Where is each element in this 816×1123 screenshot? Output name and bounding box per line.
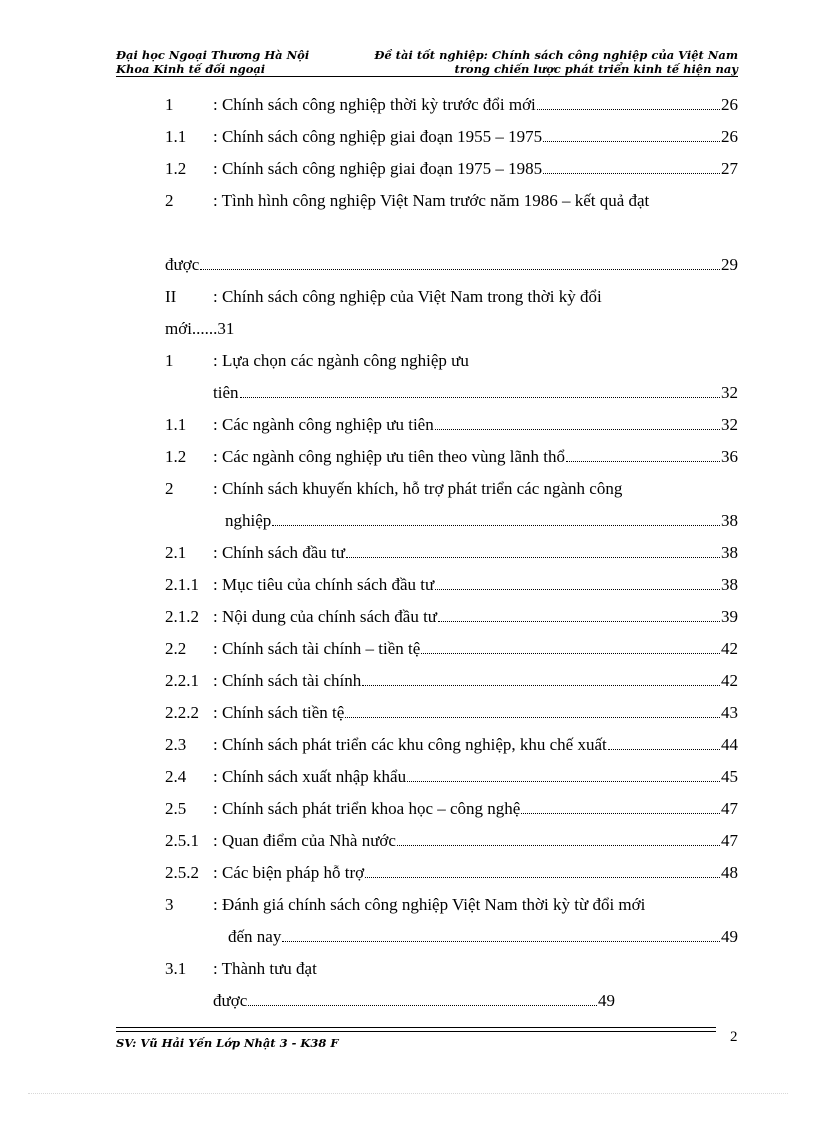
- header-faculty: Khoa Kinh tế đối ngoại: [116, 62, 266, 76]
- toc-title: : Chính sách khuyến khích, hỗ trợ phát triển các ngành công: [213, 479, 623, 498]
- toc-title: : Đánh giá chính sách công nghiệp Việt Nam thời kỳ từ đổi mới: [213, 895, 646, 914]
- toc-entry: [0, 703, 816, 723]
- toc-title-continuation: tiên: [213, 383, 239, 402]
- toc-entry: [0, 159, 816, 179]
- toc-title-continuation: được: [213, 991, 248, 1010]
- footer-rule: [116, 1027, 716, 1028]
- toc-page: 42: [721, 671, 738, 690]
- toc-page: 32: [721, 415, 738, 434]
- toc-leader: [365, 863, 720, 878]
- toc-page: 45: [721, 767, 738, 786]
- toc-entry: [0, 543, 816, 563]
- toc-page: 32: [721, 383, 738, 402]
- toc-title: : Quan điểm của Nhà nước: [213, 831, 396, 850]
- toc-title: : Chính sách tài chính – tiền tệ: [213, 639, 421, 658]
- toc-entry: [0, 959, 816, 979]
- toc-number: 2.5: [165, 799, 187, 818]
- toc-title: : Chính sách công nghiệp giai đoạn 1955 – 1975: [213, 127, 543, 146]
- toc-title-continuation: đến nay: [228, 927, 282, 946]
- toc-entry: [0, 799, 816, 819]
- header-thesis-title: Đề tài tốt nghiệp: Chính sách công nghiệp của Việt Nam: [374, 48, 738, 62]
- toc-number: 1.2: [165, 447, 187, 466]
- toc-entry: [0, 831, 816, 851]
- toc-number: 2.3: [165, 735, 187, 754]
- toc-entry-continuation: [0, 319, 816, 339]
- footer-rule-thin: [116, 1031, 716, 1032]
- toc-entry: [0, 895, 816, 915]
- toc-entry: [0, 415, 816, 435]
- toc-title-continuation: mới......31: [165, 319, 235, 338]
- toc-entry: [0, 671, 816, 691]
- toc-leader: [543, 127, 720, 142]
- toc-leader: [346, 543, 720, 558]
- toc-entry-continuation: [0, 255, 816, 275]
- toc-entry-continuation: [0, 383, 816, 403]
- toc-leader: [435, 575, 720, 590]
- toc-leader: [421, 639, 720, 654]
- toc-page: 49: [721, 927, 738, 946]
- toc-entry: [0, 767, 816, 787]
- toc-number: 1.2: [165, 159, 187, 178]
- toc-leader: [566, 447, 720, 462]
- toc-title-continuation: nghiệp: [225, 511, 272, 530]
- toc-page: 42: [721, 639, 738, 658]
- toc-page: 26: [721, 127, 738, 146]
- toc-number: II: [165, 287, 177, 306]
- toc-page: 38: [721, 543, 738, 562]
- toc-number: 1: [165, 351, 174, 370]
- toc-entry: [0, 95, 816, 115]
- footer-student: SV: Vũ Hải Yến Lớp Nhật 3 - K38 F: [116, 1036, 339, 1050]
- toc-leader: [248, 991, 597, 1006]
- toc-page: 36: [721, 447, 738, 466]
- toc-leader: [397, 831, 720, 846]
- toc-leader: [543, 159, 720, 174]
- toc-leader: [438, 607, 720, 622]
- header-university: Đại học Ngoại Thương Hà Nội: [116, 48, 310, 62]
- toc-leader: [362, 671, 720, 686]
- toc-leader: [272, 511, 720, 526]
- toc-title: : Chính sách đầu tư: [213, 543, 345, 562]
- toc-title: : Chính sách công nghiệp thời kỳ trước đổi mới: [213, 95, 536, 114]
- toc-page: 44: [721, 735, 738, 754]
- toc-title: : Mục tiêu của chính sách đầu tư: [213, 575, 435, 594]
- toc-page: 48: [721, 863, 738, 882]
- toc-entry: [0, 575, 816, 595]
- toc-title: : Chính sách tài chính: [213, 671, 362, 690]
- toc-entry: [0, 351, 816, 371]
- toc-entry: [0, 735, 816, 755]
- toc-title: : Tình hình công nghiệp Việt Nam trước năm 1986 – kết quả đạt: [213, 191, 650, 210]
- toc-title: : Chính sách công nghiệp của Việt Nam trong thời kỳ đổi: [213, 287, 602, 306]
- toc-title: : Các ngành công nghiệp ưu tiên: [213, 415, 434, 434]
- toc-page: 47: [721, 799, 738, 818]
- toc-title: : Các ngành công nghiệp ưu tiên theo vùng lãnh thổ: [213, 447, 565, 466]
- toc-number: 2.2: [165, 639, 187, 658]
- toc-title: : Chính sách xuất nhập khẩu: [213, 767, 407, 786]
- toc-entry: [0, 863, 816, 883]
- toc-page: 26: [721, 95, 738, 114]
- toc-number: 2: [165, 479, 174, 498]
- toc-title: : Các biện pháp hỗ trợ: [213, 863, 365, 882]
- toc-entry: [0, 127, 816, 147]
- toc-page: 47: [721, 831, 738, 850]
- toc-page: 38: [721, 511, 738, 530]
- toc-entry-continuation: [0, 991, 816, 1011]
- toc-number: 2.2.1: [165, 671, 199, 690]
- toc-leader: [200, 255, 720, 270]
- page-header: [116, 48, 738, 78]
- toc-number: 2.1.2: [165, 607, 199, 626]
- toc-title: : Nội dung của chính sách đầu tư: [213, 607, 438, 626]
- toc-leader: [521, 799, 720, 814]
- toc-leader: [282, 927, 720, 942]
- toc-leader: [407, 767, 720, 782]
- toc-title: : Chính sách tiền tệ: [213, 703, 345, 722]
- toc-number: 2.4: [165, 767, 187, 786]
- toc-page: 38: [721, 575, 738, 594]
- toc-page: 39: [721, 607, 738, 626]
- toc-number: 2.2.2: [165, 703, 199, 722]
- toc-leader: [435, 415, 720, 430]
- toc-number: 2.5.2: [165, 863, 199, 882]
- toc-page: 29: [721, 255, 738, 274]
- page-edge: [28, 1093, 788, 1094]
- toc-entry: [0, 287, 816, 307]
- toc-number: 2.5.1: [165, 831, 199, 850]
- toc-number: 1.1: [165, 415, 187, 434]
- toc-number: 3: [165, 895, 174, 914]
- toc-number: 1: [165, 95, 174, 114]
- toc-number: 3.1: [165, 959, 187, 978]
- toc-leader: [240, 383, 721, 398]
- toc-entry: [0, 191, 816, 211]
- toc-entry: [0, 639, 816, 659]
- toc-page: 49: [598, 991, 615, 1010]
- header-thesis-subtitle: trong chiến lược phát triển kinh tế hiện nay: [454, 62, 738, 76]
- toc-title-continuation: được: [165, 255, 200, 274]
- toc-page: 27: [721, 159, 738, 178]
- toc-leader: [608, 735, 720, 750]
- toc-entry-continuation: [0, 511, 816, 531]
- toc-leader: [537, 95, 720, 110]
- toc-number: 2: [165, 191, 174, 210]
- toc-page: 43: [721, 703, 738, 722]
- toc-entry: [0, 479, 816, 499]
- toc-title: : Thành tưu đạt: [213, 959, 317, 978]
- toc-entry: [0, 607, 816, 627]
- header-rule: [116, 76, 738, 77]
- toc-number: 1.1: [165, 127, 187, 146]
- toc-leader: [345, 703, 720, 718]
- toc-entry: [0, 447, 816, 467]
- toc-title: : Lựa chọn các ngành công nghiệp ưu: [213, 351, 469, 370]
- toc-entry-continuation: [0, 927, 816, 947]
- toc-title: : Chính sách phát triển các khu công nghiệp, khu chế xuất: [213, 735, 607, 754]
- toc-title: : Chính sách công nghiệp giai đoạn 1975 – 1985: [213, 159, 543, 178]
- toc-number: 2.1: [165, 543, 187, 562]
- page-number: 2: [730, 1029, 738, 1045]
- toc-title: : Chính sách phát triển khoa học – công nghệ: [213, 799, 521, 818]
- toc-number: 2.1.1: [165, 575, 199, 594]
